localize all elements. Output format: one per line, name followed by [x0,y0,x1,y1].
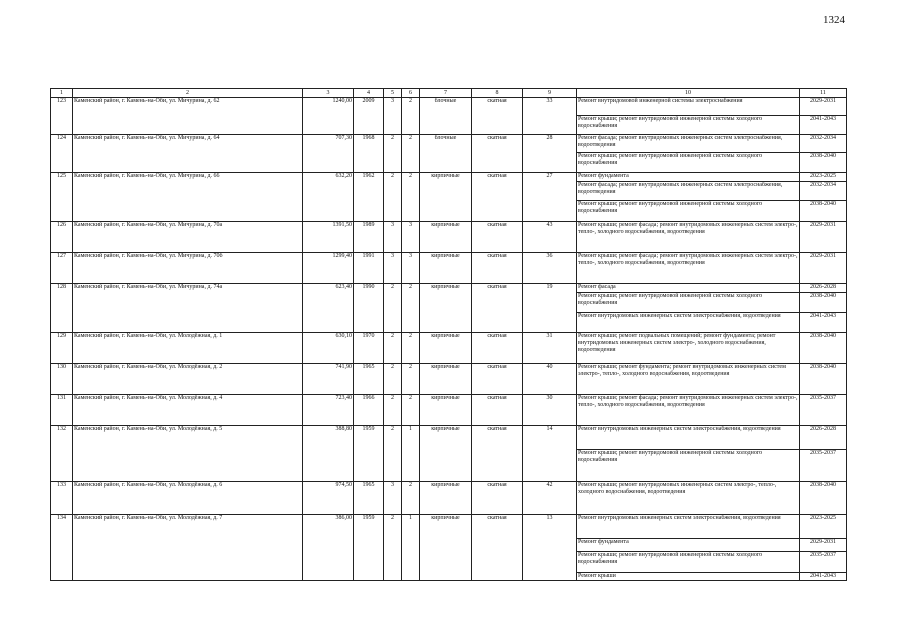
floors-cell: 2 [384,135,402,173]
address-cell: Каменский район, г. Камень-на-Оби, ул. Молодёжная, д. 5 [73,426,303,482]
repair-period-cell: 2023-2025 [800,515,847,539]
residents-cell: 40 [523,364,577,395]
wall-material-cell: кирпичные [420,333,472,364]
repair-period-cell: 2029-2031 [800,222,847,253]
floors-cell: 2 [384,515,402,581]
floors-cell: 2 [384,364,402,395]
floors-cell: 2 [384,284,402,333]
roof-type-cell: скатная [472,515,523,581]
repair-period-cell: 2038-2040 [800,201,847,222]
entrances-cell: 2 [402,135,420,173]
table-row [51,515,847,539]
entrances-cell: 2 [402,482,420,515]
area-cell: 1299,40 [303,253,354,284]
address-cell: Каменский район, г. Камень-на-Оби, ул. Мичурина, д. 66 [73,173,303,222]
repair-period-cell: 2035-2037 [800,552,847,573]
table-row [51,426,847,450]
repair-works-cell: Ремонт крыши; ремонт внутридомовой инженерной системы холодного водоснабжения [577,552,800,573]
col-header: 5 [384,89,402,98]
row-number: 127 [51,253,73,284]
year-built-cell: 1959 [354,426,384,482]
floors-cell: 2 [384,173,402,222]
address-cell: Каменский район, г. Камень-на-Оби, ул. Мичурина, д. 70а [73,222,303,253]
repair-works-cell: Ремонт крыши; ремонт внутридомовой инженерной системы холодного водоснабжения [577,153,800,173]
col-header: 7 [420,89,472,98]
table-row [51,333,847,364]
roof-type-cell: скатная [472,482,523,515]
address-cell: Каменский район, г. Камень-на-Оби, ул. Мичурина, д. 62 [73,98,303,135]
table-row [51,173,847,182]
table-row [51,364,847,395]
wall-material-cell: блочные [420,135,472,173]
residents-cell: 42 [523,482,577,515]
area-cell: 974,50 [303,482,354,515]
address-cell: Каменский район, г. Камень-на-Оби, ул. Мичурина, д. 64 [73,135,303,173]
residents-cell: 33 [523,98,577,135]
residents-cell: 27 [523,173,577,222]
repair-works-cell: Ремонт крыши; ремонт фасада; ремонт внутридомовых инженерных систем электро-, тепло-, холодного водоснабжения, водоотведения [577,253,800,284]
row-number: 124 [51,135,73,173]
floors-cell: 2 [384,395,402,426]
roof-type-cell: скатная [472,395,523,426]
address-cell: Каменский район, г. Камень-на-Оби, ул. Молодёжная, д. 7 [73,515,303,581]
roof-type-cell: скатная [472,364,523,395]
repair-period-cell: 2026-2028 [800,426,847,450]
address-cell: Каменский район, г. Камень-на-Оби, ул. Молодёжная, д. 6 [73,482,303,515]
roof-type-cell: скатная [472,333,523,364]
residents-cell: 13 [523,515,577,581]
table-body [51,89,847,581]
table-row [51,135,847,153]
repair-works-cell: Ремонт внутридомовой инженерной системы электроснабжения [577,98,800,116]
repair-works-cell: Ремонт фасада [577,284,800,293]
wall-material-cell: кирпичные [420,222,472,253]
repair-works-cell: Ремонт крыши; ремонт фасада; ремонт внутридомовых инженерных систем электро-, тепло-, холодного водоснабжения, водоотведения [577,222,800,253]
repair-works-cell: Ремонт крыши [577,573,800,581]
wall-material-cell: кирпичные [420,395,472,426]
col-header: 6 [402,89,420,98]
year-built-cell: 1959 [354,515,384,581]
year-built-cell: 1970 [354,333,384,364]
table-row [51,284,847,293]
entrances-cell: 2 [402,364,420,395]
wall-material-cell: кирпичные [420,426,472,482]
repair-period-cell: 2038-2040 [800,333,847,364]
residents-cell: 36 [523,253,577,284]
row-number: 129 [51,333,73,364]
entrances-cell: 2 [402,395,420,426]
row-number: 128 [51,284,73,333]
floors-cell: 3 [384,222,402,253]
repair-works-cell: Ремонт крыши; ремонт фундамента; ремонт внутридомовых инженерных систем электро-, тепло-, холодного водоснабжения, водоотведения [577,364,800,395]
col-header: 9 [523,89,577,98]
repair-works-cell: Ремонт крыши; ремонт подвальных помещений; ремонт фундамента; ремонт внутридомовых инженерных систем электро-, холодного водоснабжения, водоотведения [577,333,800,364]
area-cell: 707,30 [303,135,354,173]
repair-period-cell: 2035-2037 [800,395,847,426]
repair-works-cell: Ремонт крыши; ремонт внутридомовых инженерных систем электро-, тепло-, холодного водоснабжения, водоотведения [577,482,800,515]
roof-type-cell: скатная [472,135,523,173]
capital-repair-table [50,88,847,581]
repair-period-cell: 2038-2040 [800,153,847,173]
floors-cell: 2 [384,426,402,482]
entrances-cell: 2 [402,333,420,364]
repair-period-cell: 2041-2043 [800,313,847,333]
address-cell: Каменский район, г. Камень-на-Оби, ул. Мичурина, д. 74а [73,284,303,333]
repair-works-cell: Ремонт крыши; ремонт внутридомовой инженерной системы холодного водоснабжения [577,116,800,135]
col-header: 11 [800,89,847,98]
repair-works-cell: Ремонт фундамента [577,173,800,182]
residents-cell: 28 [523,135,577,173]
table-row [51,253,847,284]
residents-cell: 31 [523,333,577,364]
col-header: 10 [577,89,800,98]
entrances-cell: 1 [402,426,420,482]
row-number: 131 [51,395,73,426]
area-cell: 723,40 [303,395,354,426]
floors-cell: 3 [384,482,402,515]
row-number: 130 [51,364,73,395]
col-header: 4 [354,89,384,98]
roof-type-cell: скатная [472,98,523,135]
row-number: 134 [51,515,73,581]
wall-material-cell: кирпичные [420,482,472,515]
table-row [51,98,847,116]
area-cell: 388,80 [303,426,354,482]
area-cell: 632,20 [303,173,354,222]
year-built-cell: 2009 [354,98,384,135]
row-number: 123 [51,98,73,135]
area-cell: 386,00 [303,515,354,581]
year-built-cell: 1989 [354,222,384,253]
roof-type-cell: скатная [472,173,523,222]
year-built-cell: 1990 [354,284,384,333]
entrances-cell: 2 [402,173,420,222]
table-row [51,482,847,515]
repair-works-cell: Ремонт крыши; ремонт внутридомовой инженерной системы холодного водоснабжения [577,450,800,482]
table-row [51,222,847,253]
residents-cell: 30 [523,395,577,426]
repair-period-cell: 2029-2031 [800,253,847,284]
col-header: 2 [73,89,303,98]
repair-period-cell: 2038-2040 [800,364,847,395]
residents-cell: 14 [523,426,577,482]
repair-period-cell: 2038-2040 [800,482,847,515]
floors-cell: 3 [384,98,402,135]
wall-material-cell: кирпичные [420,515,472,581]
area-cell: 1240,00 [303,98,354,135]
repair-period-cell: 2041-2043 [800,116,847,135]
year-built-cell: 1966 [354,395,384,426]
entrances-cell: 3 [402,253,420,284]
repair-works-cell: Ремонт крыши; ремонт внутридомовой инженерной системы холодного водоснабжения [577,201,800,222]
col-header: 8 [472,89,523,98]
area-cell: 741,90 [303,364,354,395]
repair-period-cell: 2035-2037 [800,450,847,482]
repair-period-cell: 2029-2031 [800,539,847,552]
repair-period-cell: 2038-2040 [800,293,847,313]
floors-cell: 2 [384,333,402,364]
table-row [51,395,847,426]
row-number: 125 [51,173,73,222]
residents-cell: 19 [523,284,577,333]
roof-type-cell: скатная [472,253,523,284]
wall-material-cell: кирпичные [420,284,472,333]
entrances-cell: 3 [402,222,420,253]
residents-cell: 43 [523,222,577,253]
column-number-row [51,89,847,98]
year-built-cell: 1965 [354,482,384,515]
repair-works-cell: Ремонт крыши; ремонт внутридомовой инженерной системы холодного водоснабжения [577,293,800,313]
wall-material-cell: кирпичные [420,364,472,395]
address-cell: Каменский район, г. Камень-на-Оби, ул. Молодёжная, д. 4 [73,395,303,426]
repair-works-cell: Ремонт внутридомовых инженерных систем электроснабжения, водоотведения [577,426,800,450]
entrances-cell: 2 [402,284,420,333]
year-built-cell: 1991 [354,253,384,284]
row-number: 133 [51,482,73,515]
repair-works-cell: Ремонт внутридомовых инженерных систем электроснабжения, водоотведения [577,515,800,539]
area-cell: 623,40 [303,284,354,333]
entrances-cell: 1 [402,515,420,581]
area-cell: 1391,50 [303,222,354,253]
entrances-cell: 2 [402,98,420,135]
row-number: 126 [51,222,73,253]
col-header: 1 [51,89,73,98]
repair-works-cell: Ремонт крыши; ремонт фасада; ремонт внутридомовых инженерных систем электро-, тепло-, холодного водоснабжения, водоотведения [577,395,800,426]
row-number: 132 [51,426,73,482]
year-built-cell: 1968 [354,135,384,173]
repair-works-cell: Ремонт внутридомовых инженерных систем электроснабжения, водоотведения [577,313,800,333]
address-cell: Каменский район, г. Камень-на-Оби, ул. Молодёжная, д. 1 [73,333,303,364]
repair-period-cell: 2023-2025 [800,173,847,182]
year-built-cell: 1965 [354,364,384,395]
col-header: 3 [303,89,354,98]
year-built-cell: 1962 [354,173,384,222]
wall-material-cell: блочные [420,98,472,135]
repair-period-cell: 2041-2043 [800,573,847,581]
roof-type-cell: скатная [472,284,523,333]
roof-type-cell: скатная [472,426,523,482]
repair-works-cell: Ремонт фасада; ремонт внутридомовых инженерных систем электроснабжения, водоотведения [577,182,800,201]
repair-period-cell: 2032-2034 [800,182,847,201]
repair-works-cell: Ремонт фундамента [577,539,800,552]
repair-period-cell: 2026-2028 [800,284,847,293]
repair-works-cell: Ремонт фасада; ремонт внутридомовых инженерных систем электроснабжения, водоотведения [577,135,800,153]
address-cell: Каменский район, г. Камень-на-Оби, ул. Мичурина, д. 70б [73,253,303,284]
floors-cell: 3 [384,253,402,284]
wall-material-cell: кирпичные [420,173,472,222]
wall-material-cell: кирпичные [420,253,472,284]
repair-period-cell: 2029-2031 [800,98,847,116]
address-cell: Каменский район, г. Камень-на-Оби, ул. Молодёжная, д. 2 [73,364,303,395]
page-number: 1324 [823,14,845,26]
roof-type-cell: скатная [472,222,523,253]
area-cell: 630,10 [303,333,354,364]
repair-period-cell: 2032-2034 [800,135,847,153]
